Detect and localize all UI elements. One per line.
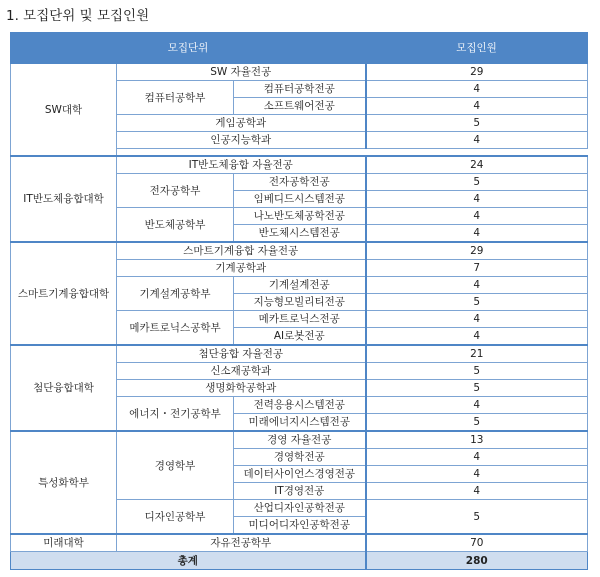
count-cell: 5 (366, 115, 588, 132)
major-cell: 나노반도체공학전공 (234, 208, 366, 225)
major-cell: 데이터사이언스경영전공 (234, 466, 366, 483)
department-cell: 전자공학부 (117, 174, 234, 208)
department-cell: 생명화학공학과 (117, 380, 366, 397)
count-cell: 4 (366, 81, 588, 98)
count-cell: 5 (366, 414, 588, 432)
count-cell: 21 (366, 345, 588, 363)
count-cell: 4 (366, 225, 588, 243)
count-cell: 4 (366, 208, 588, 225)
department-cell: 경영학부 (117, 431, 234, 500)
major-cell: 전자공학전공 (234, 174, 366, 191)
department-cell: 에너지・전기공학부 (117, 397, 234, 432)
major-cell: IT경영전공 (234, 483, 366, 500)
college-cell: 미래대학 (11, 534, 117, 552)
count-cell: 4 (366, 98, 588, 115)
major-cell: 지능형모빌리티전공 (234, 294, 366, 311)
count-cell: 7 (366, 260, 588, 277)
major-cell: 임베디드시스템전공 (234, 191, 366, 208)
count-cell: 24 (366, 156, 588, 174)
department-cell: 기계공학과 (117, 260, 366, 277)
college-cell: 스마트기계융합대학 (11, 242, 117, 345)
major-cell: 기계설계전공 (234, 277, 366, 294)
count-cell: 4 (366, 328, 588, 346)
major-cell: 전력응용시스템전공 (234, 397, 366, 414)
total-label: 총계 (11, 552, 366, 570)
department-cell: 반도체공학부 (117, 208, 234, 243)
major-cell: 메카트로닉스전공 (234, 311, 366, 328)
college-cell: IT반도체융합대학 (11, 156, 117, 242)
major-cell: 소프트웨어전공 (234, 98, 366, 115)
table-row (11, 534, 588, 552)
total-row (11, 552, 588, 570)
major-cell: 컴퓨터공학전공 (234, 81, 366, 98)
count-cell: 5 (366, 500, 588, 535)
count-cell: 5 (366, 380, 588, 397)
table-body (11, 63, 588, 552)
department-cell: 게임공학과 (117, 115, 366, 132)
department-cell: SW 자율전공 (117, 63, 366, 81)
count-cell: 29 (366, 242, 588, 260)
college-cell: 특성화학부 (11, 431, 117, 534)
count-cell: 4 (366, 311, 588, 328)
department-cell: 인공지능학과 (117, 132, 366, 149)
college-cell: 첨단융합대학 (11, 345, 117, 431)
major-cell: 반도체시스템전공 (234, 225, 366, 243)
count-cell: 4 (366, 483, 588, 500)
header-count: 모집인원 (366, 33, 588, 64)
count-cell: 13 (366, 431, 588, 449)
department-cell: 첨단융합 자율전공 (117, 345, 366, 363)
count-cell: 4 (366, 466, 588, 483)
recruitment-table (10, 32, 588, 570)
count-cell: 4 (366, 191, 588, 208)
table-row (11, 345, 588, 363)
department-cell: 디자인공학부 (117, 500, 234, 535)
department-cell: IT반도체융합 자율전공 (117, 156, 366, 174)
header-unit: 모집단위 (11, 33, 366, 64)
major-cell: 미디어디자인공학전공 (234, 517, 366, 535)
table-row (11, 242, 588, 260)
department-cell: 메카트로닉스공학부 (117, 311, 234, 346)
table-row (11, 63, 588, 81)
table-row (11, 156, 588, 174)
count-cell: 4 (366, 132, 588, 149)
department-cell: 스마트기계융합 자율전공 (117, 242, 366, 260)
count-cell: 5 (366, 174, 588, 191)
page-title: 1. 모집단위 및 모집인원 (6, 8, 150, 24)
count-cell: 5 (366, 363, 588, 380)
major-cell: 경영 자율전공 (234, 431, 366, 449)
table-header-row (11, 33, 588, 64)
table-row (11, 431, 588, 449)
department-cell: 기계설계공학부 (117, 277, 234, 311)
count-cell: 5 (366, 294, 588, 311)
major-cell: 경영학전공 (234, 449, 366, 466)
major-cell: 산업디자인공학전공 (234, 500, 366, 517)
count-cell: 4 (366, 397, 588, 414)
major-cell: 미래에너지시스템전공 (234, 414, 366, 432)
department-cell: 컴퓨터공학부 (117, 81, 234, 115)
department-cell: 신소재공학과 (117, 363, 366, 380)
department-cell: 자유전공학부 (117, 534, 366, 552)
count-cell: 70 (366, 534, 588, 552)
count-cell: 4 (366, 277, 588, 294)
count-cell: 29 (366, 63, 588, 81)
college-cell: SW대학 (11, 63, 117, 156)
major-cell: AI로봇전공 (234, 328, 366, 346)
count-cell: 4 (366, 449, 588, 466)
total-value: 280 (366, 552, 588, 570)
